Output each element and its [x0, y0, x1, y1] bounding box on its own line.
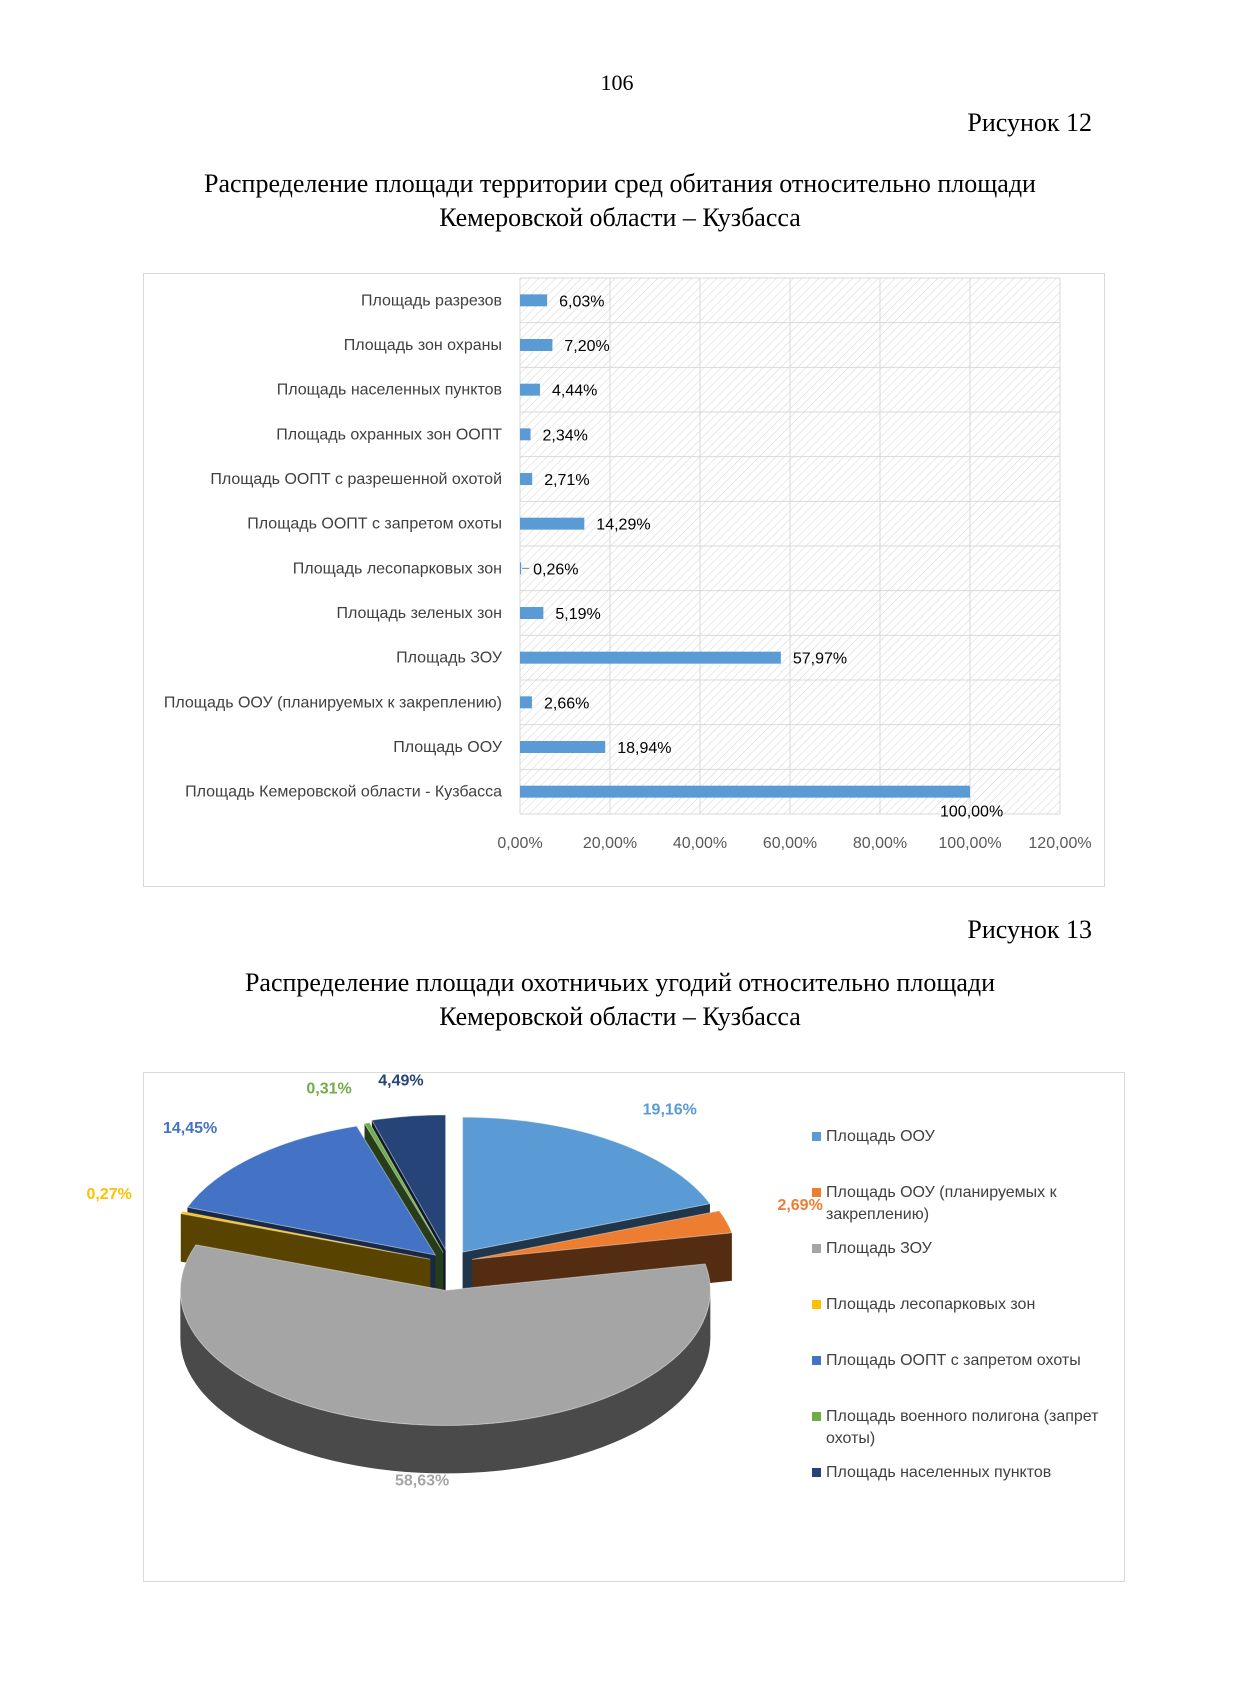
category-label: Площадь Кемеровской области - Кузбасса [185, 783, 502, 801]
data-label: 2,71% [544, 472, 590, 489]
pie-data-label: 2,69% [777, 1197, 823, 1215]
bar [520, 652, 781, 664]
data-label: 6,03% [559, 293, 605, 311]
x-tick-label: 20,00% [582, 835, 638, 852]
legend-label: Площадь ООПТ с запретом охоты [826, 1352, 1081, 1369]
bar [520, 473, 532, 485]
legend-label: закреплению) [826, 1206, 930, 1223]
data-label: 14,29% [596, 516, 651, 534]
x-tick-label: 0,00% [497, 835, 543, 852]
figure-13-title [140, 966, 1100, 1034]
bar-chart-frame [143, 273, 1105, 887]
category-label: Площадь ООУ (планируемых к закреплению) [163, 694, 502, 712]
bar [520, 428, 531, 440]
legend-label: Площадь военного полигона (запрет [826, 1408, 1099, 1425]
pie-data-label: 58,63% [394, 1472, 450, 1490]
bar [520, 562, 521, 574]
bar [520, 786, 970, 798]
pie-data-label: 0,31% [306, 1080, 352, 1098]
figure-13-title-line2: Кемеровской области – Кузбасса [439, 1002, 801, 1031]
legend-swatch [812, 1468, 821, 1477]
legend-swatch [812, 1132, 821, 1141]
category-label: Площадь ООУ [393, 739, 502, 756]
figure-13-title-line1: Распределение площади охотничьих угодий относительно площади [244, 968, 996, 997]
category-label: Площадь зон охраны [343, 337, 502, 354]
pie-chart [86, 1072, 1124, 1581]
category-label: Площадь ЗОУ [396, 649, 502, 667]
pie-data-label: 14,45% [162, 1120, 218, 1138]
pie-data-label: 0,27% [86, 1186, 132, 1204]
pie-data-label: 19,16% [642, 1101, 697, 1119]
legend-swatch [812, 1356, 821, 1365]
data-label: 2,34% [542, 427, 588, 445]
category-label: Площадь разрезов [360, 292, 502, 310]
legend-swatch [812, 1244, 821, 1253]
legend-swatch [812, 1188, 821, 1197]
figure-12-title-line1: Распределение площади территории сред обитания относительно площади [204, 169, 1036, 198]
pie-data-label: 4,49% [378, 1072, 424, 1090]
data-label: 5,19% [555, 606, 601, 623]
legend-label: Площадь ЗОУ [826, 1240, 932, 1257]
bar-chart [144, 274, 1104, 886]
x-tick-label: 80,00% [852, 835, 908, 852]
data-label: 0,26% [533, 561, 579, 579]
data-label: 57,97% [792, 650, 848, 668]
data-label: 2,66% [543, 695, 590, 713]
figure-12-label: Рисунок 12 [967, 108, 1092, 137]
data-label: 18,94% [617, 740, 672, 757]
page-number: 106 [600, 70, 634, 95]
figure-13-label: Рисунок 13 [967, 915, 1092, 944]
bar [520, 696, 532, 708]
data-label: 7,20% [564, 338, 610, 355]
legend-label: Площадь лесопарковых зон [826, 1296, 1036, 1313]
category-label: Площадь ООПТ с разрешенной охотой [210, 471, 502, 488]
bar [520, 384, 540, 396]
category-label: Площадь лесопарковых зон [292, 560, 502, 578]
bar [520, 607, 543, 619]
pie-legend [812, 1128, 1099, 1481]
bar [520, 294, 547, 306]
bar [520, 339, 552, 351]
pie-chart-frame [86, 1072, 1125, 1582]
legend-swatch [812, 1300, 821, 1309]
category-label: Площадь охранных зон ООПТ [276, 426, 502, 444]
category-label: Площадь зеленых зон [336, 605, 502, 622]
legend-label: Площадь населенных пунктов [826, 1464, 1052, 1481]
figure-12-title [140, 167, 1100, 235]
legend-swatch [812, 1412, 821, 1421]
bar [520, 518, 584, 530]
x-tick-label: 100,00% [938, 835, 1002, 852]
data-label: 4,44% [551, 382, 598, 400]
category-label: Площадь ООПТ с запретом охоты [247, 515, 502, 533]
bar [520, 741, 605, 753]
legend-label: охоты) [826, 1430, 876, 1447]
x-tick-label: 60,00% [762, 835, 818, 852]
legend-label: Площадь ООУ (планируемых к [826, 1184, 1057, 1201]
data-label: 100,00% [940, 803, 1004, 821]
x-tick-label: 40,00% [672, 835, 728, 852]
x-tick-label: 120,00% [1028, 835, 1092, 852]
legend-label: Площадь ООУ [826, 1128, 935, 1145]
figure-12-title-line2: Кемеровской области – Кузбасса [439, 203, 801, 232]
category-label: Площадь населенных пунктов [276, 381, 502, 399]
